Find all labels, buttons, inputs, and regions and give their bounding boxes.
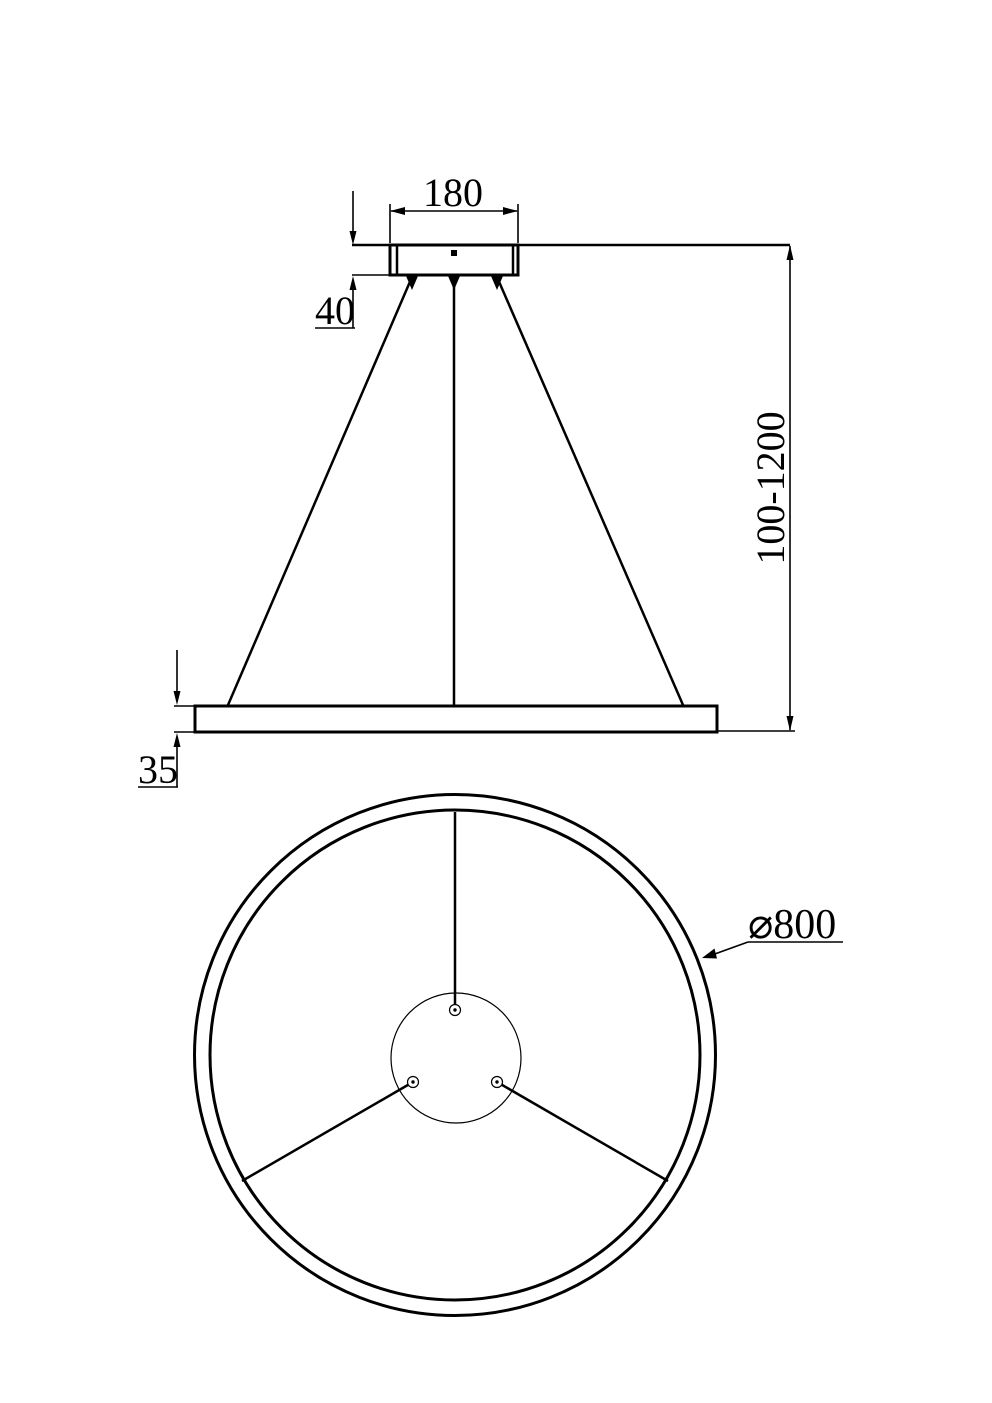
suspension-wire-left [228,277,412,705]
dimension-label-diameter-800: ⌀800 [748,902,837,948]
spoke-lower-left [242,1082,413,1181]
dimension-suspension-height [717,245,795,731]
dimension-ring-profile-height [138,650,196,792]
attachment-dot-left [411,1080,414,1083]
dimension-canopy-width [390,170,518,243]
arrowhead-left [390,207,405,215]
dimension-label-100-1200: 100-1200 [748,411,793,565]
attachment-dot-top [453,1008,456,1011]
plan-view [195,795,844,1316]
spoke-lower-right [497,1082,668,1181]
arrowhead-up [174,733,181,747]
canopy-mount-square [451,250,457,256]
dimension-label-35: 35 [138,747,178,792]
leader-line [712,942,748,955]
arrowhead-right [503,207,518,215]
dimension-label-40: 40 [315,288,355,333]
attachment-dot-right [495,1080,498,1083]
canopy-outline [390,245,518,275]
arrowhead-up [787,245,794,260]
suspension-wire-right [497,277,683,705]
elevation-view [138,170,795,792]
arrowhead-down [174,691,181,705]
dimension-canopy-height [315,191,390,333]
dimension-label-180: 180 [423,170,483,215]
dimension-ring-diameter [702,902,843,959]
arrowhead-down [787,716,794,731]
arrowhead-down [350,231,357,245]
ring-side-profile [195,706,717,732]
leader-arrowhead [702,949,717,959]
